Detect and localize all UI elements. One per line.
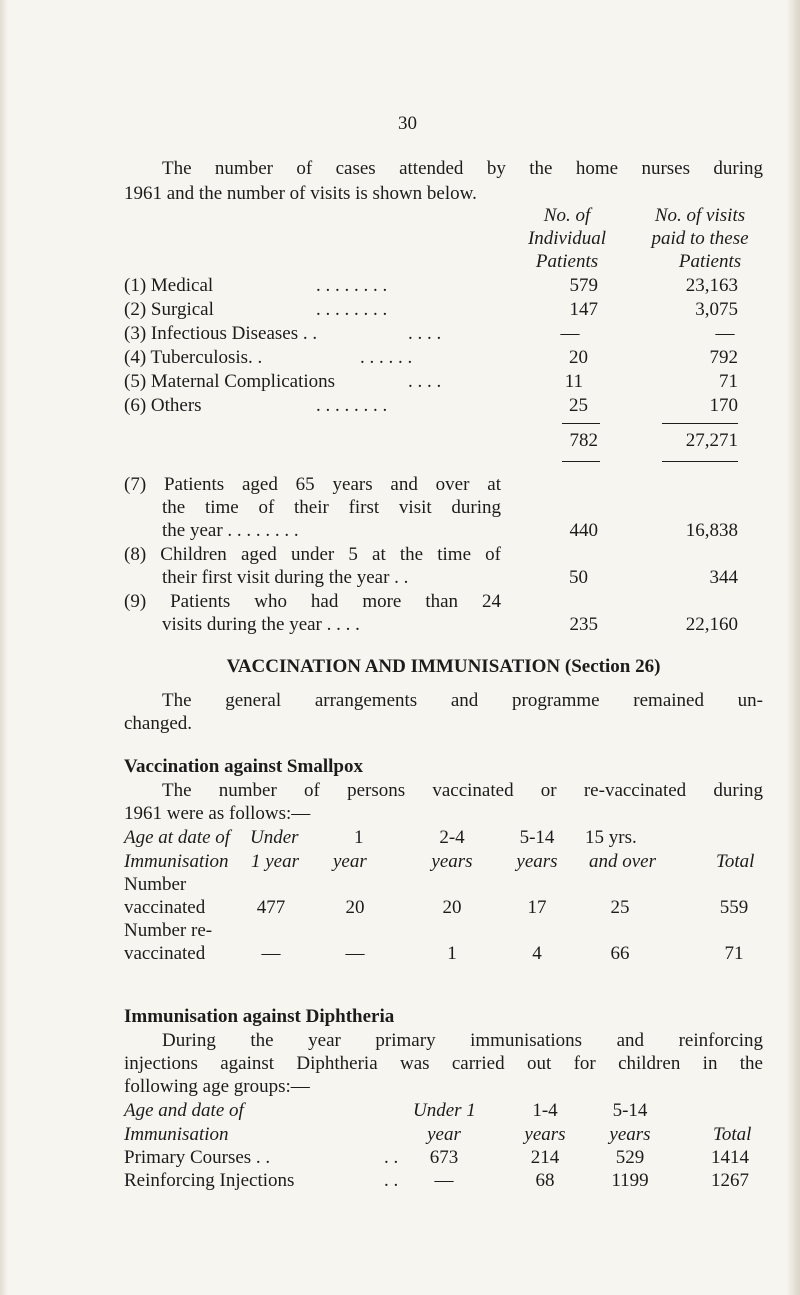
row-patients: 25 (569, 395, 588, 416)
row-label: (1) Medical (124, 275, 214, 296)
row-leader-dots: . . . . . . . . (316, 395, 388, 416)
smallpox-intro-line-2: 1961 were as follows:— (124, 803, 311, 824)
smallpox-row-label: vaccinated (124, 943, 206, 964)
diphtheria-head-total: Total (713, 1124, 752, 1145)
smallpox-value: 4 (532, 943, 542, 964)
diphtheria-value: 1199 (611, 1170, 649, 1191)
diphtheria-row-dots: . . (384, 1170, 399, 1191)
diphtheria-value: — (434, 1170, 454, 1191)
row-patients: 579 (569, 275, 598, 296)
smallpox-row-label: Number (124, 874, 187, 895)
home-nursing-intro-line-2: 1961 and the number of visits is shown below. (124, 183, 477, 204)
smallpox-head-15: 15 yrs. (585, 827, 637, 848)
row-leader-dots: . . . . . . . . (316, 275, 388, 296)
extra-label-line: the year . . . . . . . . (162, 520, 299, 541)
smallpox-value: 66 (610, 943, 630, 964)
smallpox-head-5-14: 5-14 (519, 827, 555, 848)
diphtheria-value: 1267 (711, 1170, 749, 1191)
diphtheria-head-under-1: Under 1 (413, 1100, 476, 1121)
smallpox-value: 1 (447, 943, 457, 964)
extra-patients: 50 (569, 567, 588, 588)
diphtheria-row-label: Primary Courses . . (124, 1147, 271, 1168)
extra-label-line: the time of their first visit during (162, 497, 501, 518)
diphtheria-value: 1414 (711, 1147, 749, 1168)
col-visits-head-3: Patients (678, 251, 742, 272)
total-patients: 782 (569, 430, 598, 451)
extra-visits: 344 (709, 567, 738, 588)
extra-label-line: (8) Children aged under 5 at the time of (124, 544, 501, 565)
extra-patients: 440 (569, 520, 598, 541)
smallpox-head-1: year (333, 851, 367, 872)
diphtheria-head-1-4: years (524, 1124, 566, 1145)
diphtheria-head-label: Immunisation (124, 1124, 229, 1145)
smallpox-head-under: 1 year (251, 851, 300, 872)
smallpox-head-2-4: 2-4 (439, 827, 465, 848)
smallpox-value: 17 (527, 897, 547, 918)
row-leader-dots: . . . . . . . . (316, 299, 388, 320)
row-visits: 170 (709, 395, 738, 416)
smallpox-heading: Vaccination against Smallpox (124, 756, 363, 777)
diphtheria-value: 673 (429, 1147, 459, 1168)
home-nursing-intro-line-1: The number of cases attended by the home nurses during (162, 158, 763, 179)
diphtheria-row-dots: . . (384, 1147, 399, 1168)
smallpox-head-label: Immunisation (124, 851, 229, 872)
smallpox-head-2-4: years (431, 851, 473, 872)
total-rule-visits (662, 461, 738, 462)
col-patients-head-1: No. of (543, 205, 591, 226)
extra-visits: 22,160 (685, 614, 738, 635)
subtotal-rule-visits (662, 423, 738, 424)
smallpox-head-15: and over (589, 851, 657, 872)
row-visits: 3,075 (695, 299, 738, 320)
extra-label-line: (9) Patients who had more than 24 (124, 591, 501, 612)
row-label: (6) Others (124, 395, 202, 416)
total-visits: 27,271 (685, 430, 738, 451)
smallpox-head-under: Under (250, 827, 299, 848)
smallpox-head-total: Total (716, 851, 755, 872)
row-label: (3) Infectious Diseases . . (124, 323, 318, 344)
col-visits-head-2: paid to these (651, 228, 749, 249)
row-visits: 792 (709, 347, 738, 368)
col-visits-head-1: No. of visits (654, 205, 746, 226)
page-edge-left (0, 0, 8, 1295)
diphtheria-para-line-3: following age groups:— (124, 1076, 310, 1097)
diphtheria-head-1-4: 1-4 (532, 1100, 558, 1121)
smallpox-value: 20 (442, 897, 462, 918)
total-rule-patients (562, 461, 600, 462)
col-patients-head-3: Patients (535, 251, 599, 272)
diphtheria-heading: Immunisation against Diphtheria (124, 1006, 395, 1027)
smallpox-value: 71 (724, 943, 744, 964)
page-edge-right (786, 0, 800, 1295)
smallpox-head-5-14: years (516, 851, 558, 872)
diphtheria-head-under-1: year (427, 1124, 461, 1145)
smallpox-head-1: 1 (354, 827, 364, 848)
extra-visits: 16,838 (685, 520, 738, 541)
smallpox-value: — (261, 943, 281, 964)
smallpox-head-label: Age at date of (124, 827, 231, 848)
smallpox-row-label: Number re- (124, 920, 213, 941)
row-leader-dots: . . . . . . (360, 347, 413, 368)
row-leader-dots: . . . . (408, 323, 442, 344)
extra-label-line: (7) Patients aged 65 years and over at (124, 474, 501, 495)
row-label: (2) Surgical (124, 299, 214, 320)
smallpox-row-label: vaccinated (124, 897, 206, 918)
row-patients: — (560, 323, 580, 344)
row-visits: 71 (719, 371, 738, 392)
diphtheria-row-label: Reinforcing Injections (124, 1170, 295, 1191)
smallpox-value: 559 (719, 897, 749, 918)
row-patients: 147 (569, 299, 598, 320)
page-number: 30 (398, 113, 417, 134)
diphtheria-value: 529 (615, 1147, 645, 1168)
row-visits: — (715, 323, 735, 344)
smallpox-value: — (345, 943, 365, 964)
row-visits: 23,163 (685, 275, 738, 296)
smallpox-value: 20 (345, 897, 365, 918)
vaccination-para-line-2: changed. (124, 713, 193, 734)
vaccination-para-line-1: The general arrangements and programme remained un- (162, 690, 763, 711)
diphtheria-head-5-14: years (609, 1124, 651, 1145)
diphtheria-para-line-1: During the year primary immunisations and reinforcing (162, 1030, 763, 1051)
smallpox-intro-line-1: The number of persons vaccinated or re-vaccinated during (162, 780, 763, 801)
extra-patients: 235 (569, 614, 598, 635)
extra-label-line: their first visit during the year . . (162, 567, 409, 588)
smallpox-value: 25 (610, 897, 630, 918)
row-leader-dots: . . . . (408, 371, 442, 392)
diphtheria-para-line-2: injections against Diphtheria was carried out for children in the (124, 1053, 763, 1074)
extra-label-line: visits during the year . . . . (162, 614, 360, 635)
row-patients: 20 (569, 347, 588, 368)
row-label: (5) Maternal Complications (124, 371, 336, 392)
diphtheria-value: 214 (530, 1147, 560, 1168)
diphtheria-head-label: Age and date of (124, 1100, 244, 1121)
row-label: (4) Tuberculosis. . (124, 347, 263, 368)
smallpox-value: 477 (256, 897, 286, 918)
diphtheria-value: 68 (535, 1170, 555, 1191)
row-patients: 11 (564, 371, 583, 392)
section-heading-vaccination: VACCINATION AND IMMUNISATION (Section 26) (226, 656, 661, 677)
subtotal-rule-patients (562, 423, 600, 424)
diphtheria-head-5-14: 5-14 (612, 1100, 648, 1121)
col-patients-head-2: Individual (527, 228, 607, 249)
